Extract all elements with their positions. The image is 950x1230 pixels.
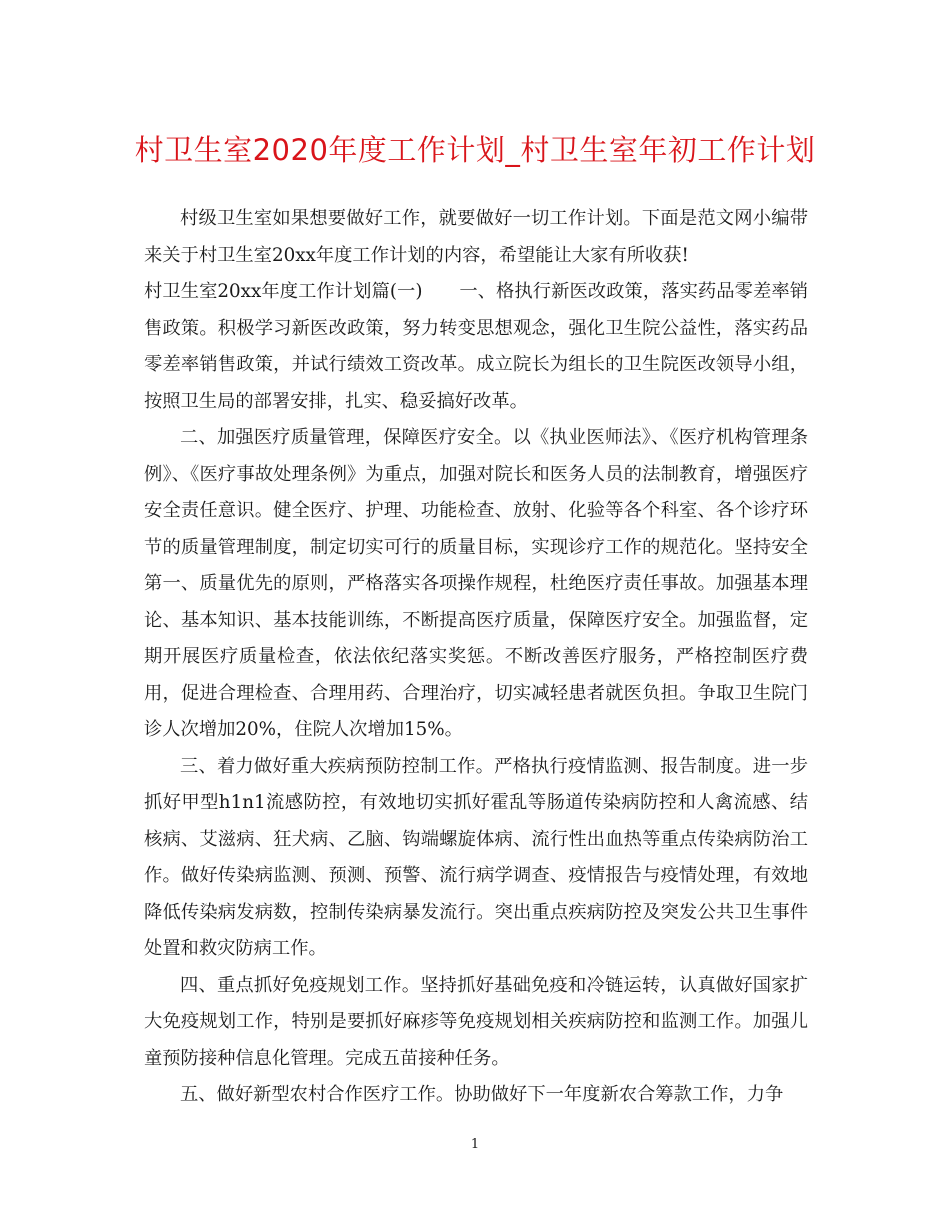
document-body [144,201,808,1114]
page-number: 1 [470,1137,480,1152]
paragraph-section-four: 四、重点抓好免疫规划工作。坚持抓好基础免疫和冷链运转，认真做好国家扩大免疫规划工作，特别是要抓好麻疹等免疫规划相关疾病防控和监测工作。加强儿童预防接种信息化管理。完成五苗接种任务。 [144,974,808,1069]
paragraph-section-one: 村卫生室20xx年度工作计划篇(一) 一、格执行新医改政策，落实药品零差率销售政策。积极学习新医改政策，努力转变思想观念，强化卫生院公益性，落实药品零差率销售政策，并试行绩效工资改革。成立院长为组长的卫生院医改领导小组，按照卫生局的部署安排，扎实、稳妥搞好改革。 [144,281,808,412]
paragraph-section-five: 五、做好新型农村合作医疗工作。协助做好下一年度新农合筹款工作，力争 [180,1084,784,1105]
paragraph-section-two: 二、加强医疗质量管理，保障医疗安全。以《执业医师法》、《医疗机构管理条例》、《医疗事故处理条例》为重点，加强对院长和医务人员的法制教育，增强医疗安全责任意识。健全医疗、护理、功能检查、放射、化验等各个科室、各个诊疗环节的质量管理制度，制定切实可行的质量目标，实现诊疗工作的规范化。坚持安全第一、质量优先的原则，严格落实各项操作规程，杜绝医疗责任事故。加强基本理论、基本知识、基本技能训练，不断提高医疗质量，保障医疗安全。加强监督，定期开展医疗质量检查，依法依纪落实奖惩。不断改善医疗服务，严格控制医疗费用，促进合理检查、合理用药、合理治疗，切实减轻患者就医负担。争取卫生院门诊人次增加20%，住院人次增加15%。 [144,427,808,740]
paragraph-section-three: 三、着力做好重大疾病预防控制工作。严格执行疫情监测、报告制度。进一步抓好甲型h1n1流感防控，有效地切实抓好霍乱等肠道传染病防控和人禽流感、结核病、艾滋病、狂犬病、乙脑、钩端螺旋体病、流行性出血热等重点传染病防治工作。做好传染病监测、预测、预警、流行病学调查、疫情报告与疫情处理，有效地降低传染病发病数，控制传染病暴发流行。突出重点疾病防控及突发公共卫生事件处置和救灾防病工作。 [144,755,808,959]
paragraph-intro: 村级卫生室如果想要做好工作，就要做好一切工作计划。下面是范文网小编带来关于村卫生室20xx年度工作计划的内容，希望能让大家有所收获! [144,208,808,266]
document-title: 村卫生室2020年度工作计划_村卫生室年初工作计划 [134,133,816,167]
